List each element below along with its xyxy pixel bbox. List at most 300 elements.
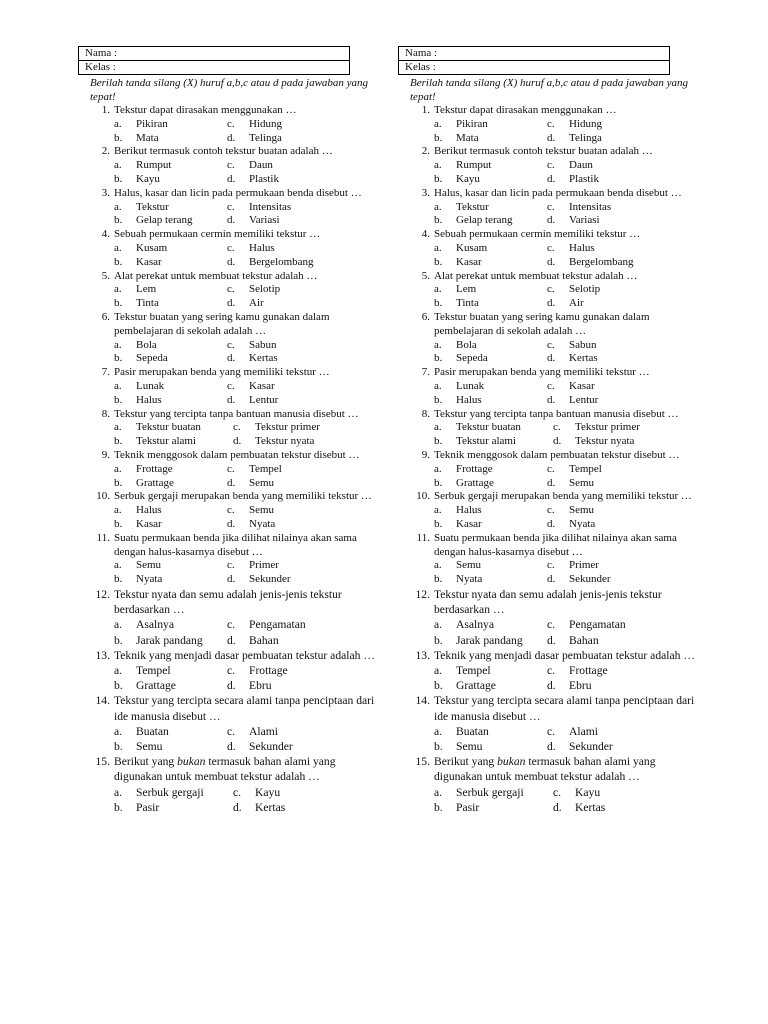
option-row: [434, 242, 698, 256]
answer-options: [114, 201, 378, 229]
question: [78, 693, 378, 754]
option-a: [434, 380, 547, 394]
option-letter: c.: [553, 785, 562, 799]
option-row: [114, 256, 378, 270]
question: [78, 270, 378, 311]
option-b: [434, 800, 553, 815]
option-text: Sepeda: [136, 352, 168, 365]
option-text: Halus: [456, 504, 482, 517]
option-letter: d.: [227, 131, 236, 144]
option-text: Kertas: [249, 352, 278, 365]
option-letter: a.: [434, 338, 442, 351]
option-letter: d.: [227, 517, 236, 530]
option-row: [114, 380, 378, 394]
option-text: Ebru: [569, 679, 592, 693]
question-line: [398, 408, 698, 422]
option-text: Kayu: [456, 172, 480, 185]
option-row: [114, 633, 378, 648]
option-text: Pengamatan: [569, 618, 626, 632]
option-d: [227, 352, 340, 366]
option-c: [547, 724, 660, 739]
option-b: [434, 256, 547, 270]
option-b: [434, 518, 547, 532]
option-text: Nyata: [249, 517, 276, 530]
question: [78, 228, 378, 269]
option-row: [434, 559, 698, 573]
question-text: Teknik menggosok dalam pembuatan tekstur disebut …: [114, 448, 360, 461]
question-line: [398, 228, 698, 242]
option-text: Grattage: [456, 679, 496, 693]
answer-options: [114, 617, 378, 647]
option-b: [434, 435, 553, 449]
option-a: [434, 463, 547, 477]
name-class-box: [78, 46, 350, 75]
option-letter: c.: [227, 241, 235, 254]
instructions: Berilah tanda silang (X) huruf a,b,c atau d pada jawaban yang tepat!: [90, 77, 369, 103]
question-text-part: Berikut yang: [114, 755, 178, 769]
answer-options: [434, 463, 698, 491]
question-text: Halus, kasar dan licin pada permukaan benda disebut …: [114, 186, 362, 199]
option-letter: c.: [547, 338, 555, 351]
option-text: Tekstur primer: [575, 421, 640, 434]
option-text: Bahan: [249, 633, 279, 647]
option-text: Semu: [456, 559, 482, 572]
option-letter: a.: [434, 379, 442, 392]
option-text: Tekstur: [136, 200, 169, 213]
option-letter: d.: [227, 297, 236, 310]
option-letter: d.: [233, 800, 242, 814]
option-text: Sekunder: [569, 739, 613, 753]
option-b: [434, 477, 547, 491]
option-letter: b.: [434, 800, 443, 814]
option-letter: d.: [227, 573, 236, 586]
option-b: [434, 132, 547, 146]
option-text: Serbuk gergaji: [136, 785, 204, 799]
option-letter: a.: [114, 241, 122, 254]
question: [78, 408, 378, 449]
option-row: [434, 421, 698, 435]
option-d: [547, 297, 660, 311]
option-letter: c.: [227, 200, 235, 213]
option-a: [434, 504, 547, 518]
question-line: [78, 490, 378, 504]
question-text: Serbuk gergaji merupakan benda yang memiliki tekstur …: [434, 490, 692, 503]
option-d: [547, 633, 660, 648]
question: [398, 587, 698, 648]
option-c: [227, 118, 340, 132]
option-text: Tekstur primer: [255, 421, 320, 434]
answer-options: [114, 339, 378, 367]
option-c: [227, 201, 340, 215]
question-number: 12.: [415, 587, 430, 601]
question-number: 2.: [421, 145, 430, 158]
option-row: [434, 394, 698, 408]
option-row: [114, 463, 378, 477]
instructions: Berilah tanda silang (X) huruf a,b,c atau d pada jawaban yang tepat!: [410, 77, 689, 103]
option-letter: c.: [227, 159, 235, 172]
option-text: Primer: [569, 559, 599, 572]
option-row: [434, 201, 698, 215]
option-c: [547, 118, 660, 132]
answer-options: [114, 283, 378, 311]
question-text: Suatu permukaan benda jika dilihat nilainya akan sama dengan halus-kasarnya disebut …: [434, 531, 677, 558]
option-d: [547, 394, 660, 408]
option-row: [114, 559, 378, 573]
option-row: [114, 477, 378, 491]
option-letter: b.: [434, 476, 443, 489]
option-row: [114, 421, 378, 435]
option-text: Ebru: [249, 679, 272, 693]
option-b: [114, 297, 227, 311]
option-text: Rumput: [136, 159, 172, 172]
question-line: [78, 104, 378, 118]
option-row: [114, 617, 378, 632]
option-c: [227, 339, 340, 353]
answer-options: [434, 242, 698, 270]
option-letter: a.: [114, 117, 122, 130]
option-text: Kasar: [456, 517, 482, 530]
option-text: Halus: [569, 241, 595, 254]
option-row: [114, 339, 378, 353]
option-letter: a.: [434, 724, 443, 738]
question: [78, 449, 378, 490]
option-d: [547, 352, 660, 366]
option-b: [114, 394, 227, 408]
question-text: Alat perekat untuk membuat tekstur adalah …: [434, 269, 638, 282]
option-text: Sabun: [249, 338, 277, 351]
option-a: [434, 242, 547, 256]
option-b: [114, 573, 227, 587]
option-letter: d.: [547, 633, 556, 647]
option-row: [434, 214, 698, 228]
option-b: [434, 633, 547, 648]
question-line: [398, 104, 698, 118]
answer-options: [434, 785, 698, 815]
option-letter: d.: [227, 739, 236, 753]
worksheet-copy-right: [398, 46, 698, 815]
option-text: Kusam: [456, 241, 488, 254]
option-a: [434, 118, 547, 132]
question: [78, 587, 378, 648]
option-text: Intensitas: [569, 200, 612, 213]
option-letter: d.: [227, 679, 236, 693]
answer-options: [434, 724, 698, 754]
question-text: Tekstur nyata dan semu adalah jenis-jenis tekstur berdasarkan …: [114, 587, 342, 617]
option-letter: c.: [227, 504, 235, 517]
option-row: [114, 173, 378, 187]
option-c: [547, 380, 660, 394]
option-letter: a.: [114, 504, 122, 517]
option-text: Pengamatan: [249, 618, 306, 632]
question-number: 8.: [101, 407, 110, 420]
option-d: [547, 739, 660, 754]
option-text: Semu: [136, 559, 162, 572]
answer-options: [114, 380, 378, 408]
option-letter: a.: [434, 504, 442, 517]
option-text: Plastik: [249, 172, 279, 185]
answer-options: [434, 421, 698, 449]
answer-options: [434, 201, 698, 229]
option-letter: b.: [114, 517, 123, 530]
option-c: [547, 504, 660, 518]
question-number: 8.: [421, 407, 430, 420]
option-a: [114, 559, 227, 573]
question-number: 5.: [101, 269, 110, 282]
option-text: Kayu: [136, 172, 160, 185]
option-letter: a.: [434, 421, 442, 434]
question: [78, 648, 378, 694]
option-b: [114, 800, 233, 815]
option-c: [227, 283, 340, 297]
option-letter: b.: [114, 255, 123, 268]
option-a: [434, 559, 547, 573]
option-letter: b.: [434, 435, 443, 448]
question-line: [78, 145, 378, 159]
option-text: Semu: [456, 739, 483, 753]
question-text: Teknik yang menjadi dasar pembuatan tekstur adalah …: [114, 648, 375, 662]
option-letter: c.: [547, 159, 555, 172]
option-letter: d.: [233, 435, 242, 448]
option-letter: d.: [227, 352, 236, 365]
question: [78, 490, 378, 531]
answer-options: [114, 159, 378, 187]
option-text: Kertas: [569, 352, 598, 365]
question: [398, 490, 698, 531]
answer-options: [114, 463, 378, 491]
question-line: [78, 754, 378, 784]
question-number: 6.: [101, 310, 110, 323]
worksheet-copy-left: [78, 46, 378, 815]
option-letter: a.: [434, 241, 442, 254]
question-text: Tekstur buatan yang sering kamu gunakan dalam pembelajaran di sekolah adalah …: [114, 310, 330, 337]
question-line: [78, 449, 378, 463]
option-c: [227, 617, 340, 632]
option-text: Kasar: [136, 255, 162, 268]
option-d: [227, 256, 340, 270]
option-b: [434, 173, 547, 187]
option-text: Intensitas: [249, 200, 292, 213]
option-row: [434, 256, 698, 270]
question-number: 3.: [101, 186, 110, 199]
option-letter: a.: [434, 283, 442, 296]
question-text: Tekstur yang tercipta secara alami tanpa penciptaan dari ide manusia disebut …: [114, 694, 375, 723]
option-letter: a.: [114, 200, 122, 213]
option-letter: d.: [547, 517, 556, 530]
option-text: Hidung: [569, 117, 602, 130]
option-row: [114, 283, 378, 297]
question-line: [78, 532, 378, 560]
question-text: Pasir merupakan benda yang memiliki tekstur …: [434, 366, 650, 379]
option-c: [227, 242, 340, 256]
option-text: Lunak: [136, 379, 165, 392]
option-b: [114, 435, 233, 449]
question-line: [78, 648, 378, 663]
question: [398, 532, 698, 587]
question-text-part: Berikut yang: [434, 755, 498, 769]
option-d: [227, 633, 340, 648]
option-letter: c.: [547, 117, 555, 130]
question-number: 14.: [95, 694, 110, 708]
option-text: Telinga: [569, 131, 602, 144]
option-text: Mata: [136, 131, 159, 144]
option-letter: b.: [434, 297, 443, 310]
option-text: Tempel: [249, 462, 282, 475]
option-text: Lentur: [249, 393, 279, 406]
option-text: Rumput: [456, 159, 492, 172]
kelas-field: Kelas :: [85, 61, 116, 73]
option-a: [434, 617, 547, 632]
option-letter: c.: [227, 379, 235, 392]
option-letter: a.: [114, 283, 122, 296]
option-d: [227, 739, 340, 754]
option-d: [233, 435, 352, 449]
option-letter: a.: [114, 159, 122, 172]
option-row: [114, 201, 378, 215]
option-a: [114, 463, 227, 477]
option-a: [114, 724, 227, 739]
option-text: Semu: [569, 504, 595, 517]
option-row: [114, 785, 378, 800]
option-letter: c.: [233, 421, 241, 434]
option-letter: b.: [114, 393, 123, 406]
option-letter: c.: [227, 663, 236, 677]
option-c: [227, 663, 340, 678]
option-letter: c.: [547, 200, 555, 213]
option-text: Tekstur buatan: [456, 421, 521, 434]
question: [398, 648, 698, 694]
option-letter: a.: [114, 724, 123, 738]
option-letter: c.: [547, 241, 555, 254]
question: [398, 754, 698, 815]
option-letter: a.: [434, 117, 442, 130]
option-letter: d.: [227, 172, 236, 185]
option-letter: d.: [547, 214, 556, 227]
question-text: Teknik yang menjadi dasar pembuatan tekstur adalah …: [434, 648, 695, 662]
option-text: Alami: [249, 724, 278, 738]
question-number: 12.: [95, 587, 110, 601]
option-row: [434, 724, 698, 739]
question-line: [398, 754, 698, 784]
option-d: [233, 800, 352, 815]
option-letter: b.: [114, 214, 123, 227]
option-text: Serbuk gergaji: [456, 785, 524, 799]
option-letter: b.: [434, 679, 443, 693]
question-line: [398, 145, 698, 159]
option-text: Lunak: [456, 379, 485, 392]
option-letter: a.: [434, 159, 442, 172]
question-text-part: termasuk bahan alami yang digunakan untuk membuat tekstur adalah …: [114, 755, 336, 784]
question-line: [78, 270, 378, 284]
option-text: Kasar: [456, 255, 482, 268]
option-letter: a.: [114, 618, 123, 632]
option-row: [434, 477, 698, 491]
answer-options: [114, 559, 378, 587]
option-text: Frottage: [569, 663, 608, 677]
option-row: [114, 394, 378, 408]
question-line: [78, 693, 378, 723]
option-text: Asalnya: [136, 618, 174, 632]
option-d: [553, 800, 672, 815]
option-letter: d.: [547, 476, 556, 489]
question: [398, 228, 698, 269]
option-text: Nyata: [456, 573, 483, 586]
option-row: [434, 283, 698, 297]
question-text: Alat perekat untuk membuat tekstur adalah …: [114, 269, 318, 282]
option-text: Semu: [136, 739, 163, 753]
option-letter: b.: [434, 352, 443, 365]
option-text: Air: [249, 297, 264, 310]
answer-options: [434, 283, 698, 311]
option-a: [434, 663, 547, 678]
question-number: 1.: [101, 104, 110, 116]
option-row: [434, 118, 698, 132]
question-number: 15.: [95, 755, 110, 769]
option-text: Gelap terang: [456, 214, 513, 227]
answer-options: [114, 421, 378, 449]
option-letter: b.: [434, 393, 443, 406]
option-a: [434, 724, 547, 739]
option-letter: d.: [547, 131, 556, 144]
question-text-part: termasuk bahan alami yang digunakan untuk membuat tekstur adalah …: [434, 755, 656, 784]
option-text: Tempel: [136, 663, 171, 677]
option-text: Alami: [569, 724, 598, 738]
question-text: Sebuah permukaan cermin memiliki tekstur …: [434, 228, 641, 241]
option-row: [434, 173, 698, 187]
option-b: [114, 132, 227, 146]
option-text: Tekstur: [456, 200, 489, 213]
option-c: [227, 159, 340, 173]
question-number: 4.: [101, 228, 110, 241]
question-text: Tekstur yang tercipta secara alami tanpa penciptaan dari ide manusia disebut …: [434, 694, 695, 723]
option-c: [227, 559, 340, 573]
option-a: [434, 201, 547, 215]
question-line: [398, 311, 698, 339]
option-letter: d.: [547, 255, 556, 268]
option-text: Buatan: [456, 724, 489, 738]
question-number: 6.: [421, 310, 430, 323]
question-number: 11.: [96, 531, 110, 544]
option-b: [114, 633, 227, 648]
option-letter: c.: [547, 663, 556, 677]
option-text: Asalnya: [456, 618, 494, 632]
option-d: [227, 173, 340, 187]
option-text: Tekstur nyata: [575, 435, 635, 448]
option-row: [434, 617, 698, 632]
option-text: Buatan: [136, 724, 169, 738]
option-letter: d.: [553, 800, 562, 814]
question: [398, 408, 698, 449]
option-letter: c.: [227, 618, 236, 632]
option-c: [547, 617, 660, 632]
question-line: [78, 366, 378, 380]
option-letter: a.: [434, 559, 442, 572]
option-row: [434, 633, 698, 648]
option-text: Semu: [569, 476, 595, 489]
option-text: Frottage: [456, 462, 493, 475]
option-b: [114, 518, 227, 532]
option-b: [434, 394, 547, 408]
option-text: Daun: [569, 159, 593, 172]
question-text: [434, 754, 698, 784]
question-text: [114, 754, 378, 784]
option-text: Bahan: [569, 633, 599, 647]
option-letter: a.: [114, 379, 122, 392]
question: [78, 104, 378, 145]
question-text: Tekstur dapat dirasakan menggunakan …: [114, 104, 297, 116]
question-line: [78, 228, 378, 242]
option-row: [434, 339, 698, 353]
question-number: 4.: [421, 228, 430, 241]
